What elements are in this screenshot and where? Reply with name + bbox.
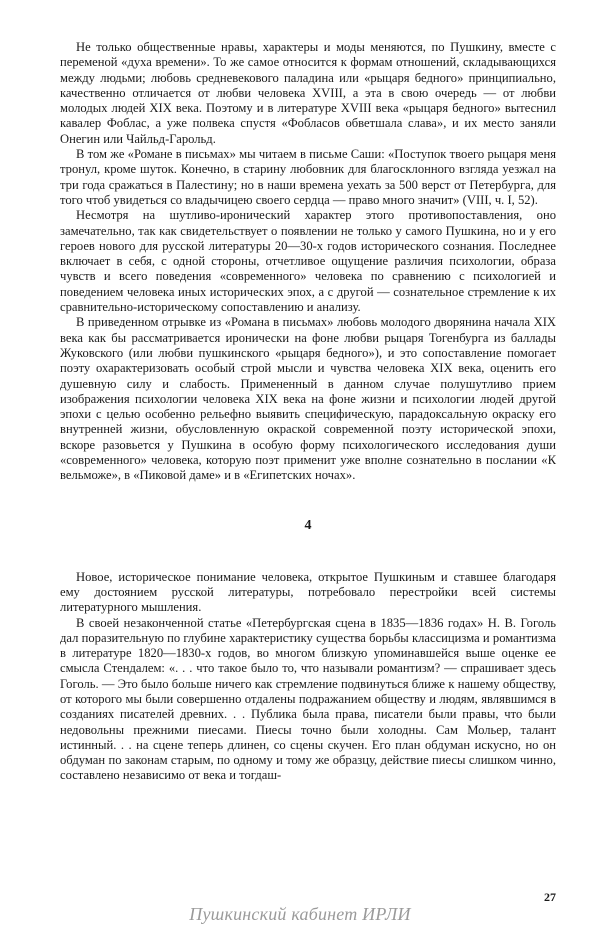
page-body bbox=[60, 40, 556, 784]
paragraph: Новое, историческое понимание человека, открытое Пушкиным и ставшее благодаря ему достоянием русской литературы, потребовало перестройки всей системы литературного мышления. bbox=[60, 569, 556, 615]
page-number: 27 bbox=[544, 890, 556, 904]
paragraph: В приведенном отрывке из «Романа в письмах» любовь молодого дворянина начала XIX века как бы рассматривается иронически на фоне любви рыцаря Тогенбурга из баллады Жуковского (или любви пушкинского «рыцаря бедного»), и это сопоставление помогает поэту охарактеризовать особый строй мысли и чувства человека XIX века, оценить его душевную силу и слабость. Примененный в данном случае полушутливо прием изображения психологии человека XIX века на фоне жизни и психологии людей другой эпохи с целью особенно рельефно выявить специфическую, парадоксальную окраску его внутренней жизни, обусловленную окраской современной поэту исторической эпохи, вскоре разовьется у Пушкина в особую форму психологического исследования души «современного» человека, которую поэт применит уже вполне сознательно в послании «К вельможе», в «Пиковой даме» и в «Египетских ночах». bbox=[60, 315, 556, 483]
paragraph: Несмотря на шутливо-иронический характер этого противопоставления, оно замечательно, так как свидетельствует о появлении не только у самого Пушкина, но и у его героев нового для русской литературы 20—30-х годов исторического сознания. Последнее включает в себя, с одной стороны, отчетливое ощущение различия психологии, образа чувств и всего поведения «современного» человека по сравнению с психологией и поведением человека иных исторических эпох, а с другой — сознательное стремление к их сравнительно-историческому сопоставлению и анализу. bbox=[60, 208, 556, 315]
paragraph: Не только общественные нравы, характеры и моды меняются, по Пушкину, вместе с переменой «духа времени». То же самое относится к формам отношений, складывающихся между людьми; любовь средневекового паладина или «рыцаря бедного» принципиально, качественно отличается от любви человека XVIII, а эта в свою очередь — от любви молодых людей XIX века. Поэтому и в литературе XVIII века «рыцаря бедного» вытеснил кавалер Фоблас, а уже полвека спустя «Фобласов обветшала слава», и их место заняли Онегин или Чайльд-Гарольд. bbox=[60, 40, 556, 146]
watermark: Пушкинский кабинет ИРЛИ bbox=[189, 904, 411, 924]
paragraph: В своей незаконченной статье «Петербургская сцена в 1835—1836 годах» Н. В. Гоголь дал поразительную по глубине характеристику существа борьбы классицизма и романтизма в литературе 1820—1830-х годов, во многом близкую упоминавшейся выше оценке ее смысла Стендалем: «. . . что такое было то, что называли романтизм? — спрашивает здесь Гоголь. — Это было больше ничего как стремление подвинуться ближе к нашему обществу, от которого мы были совершенно отдалены подражанием обществу и людям, являвшимся в созданиях писателей древних. . . Публика была права, писатели были правы, что были недовольны прежними пиесами. Пиесы точно были холодны. Сам Мольер, талант истинный. . . на сцене теперь длинен, со сцены скучен. Его план обдуман искусно, но он обдуман по законам старым, по одному и тому же образцу, действие пиесы слишком чинно, составлено независимо от века и тогдаш- bbox=[60, 615, 556, 783]
section-number: 4 bbox=[304, 517, 312, 533]
paragraph: В том же «Романе в письмах» мы читаем в письме Саши: «Поступок твоего рыцаря меня тронул, кроме шуток. Конечно, в старину любовник для благосклонного взгляда уезжал на три года сражаться в Палестину; но в наши времена уехать за 500 верст от Петербурга, для того чтоб увидеться со владычицею своего сердца — право много значит» (VIII, ч. I, 52). bbox=[60, 147, 556, 207]
